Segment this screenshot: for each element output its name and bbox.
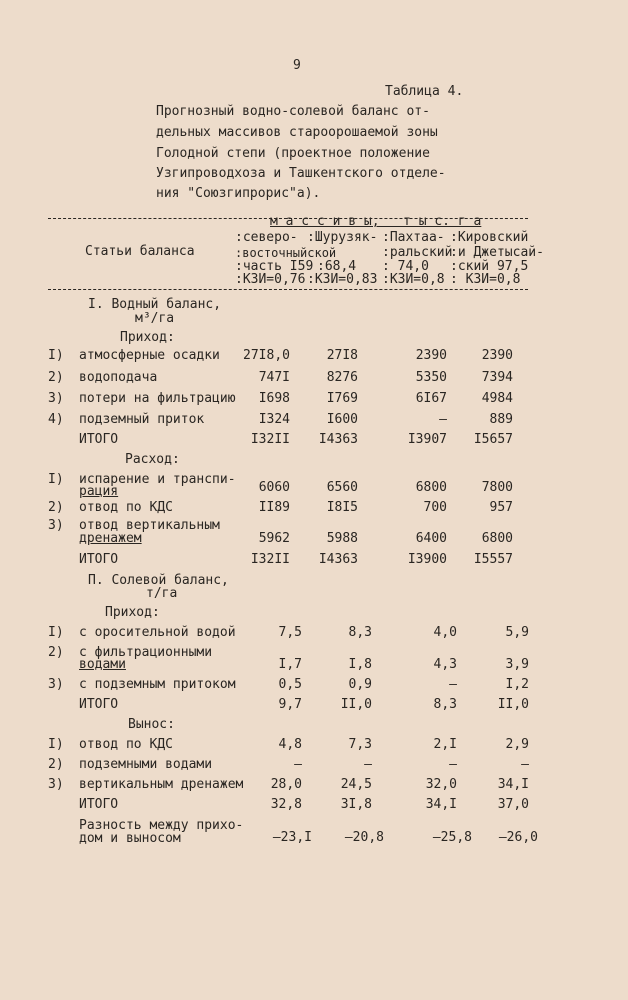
section2-vynos-title: Вынос: [128, 717, 175, 732]
cell-col3: 5350 [415, 370, 447, 385]
row-label: отвод по КДС [79, 500, 173, 515]
cell-col1: –23,I [272, 830, 312, 845]
row-number: 2) [48, 500, 64, 515]
cell-col4: 4984 [481, 391, 513, 406]
row-label: вертикальным дренажем [79, 777, 244, 792]
cell-col4: 5,9 [505, 625, 529, 640]
cell-col1: 0,5 [278, 677, 302, 692]
row-number: 3) [48, 518, 64, 533]
cell-col2: I8I5 [326, 500, 358, 515]
row-label: с оросительной водой [79, 625, 236, 640]
row-label-continuation: водами [79, 657, 126, 672]
row-label: с фильтрационными [79, 645, 213, 660]
cell-col2: 24,5 [340, 777, 372, 792]
cell-col2: –20,8 [344, 830, 384, 845]
row-label: подземный приток [79, 412, 205, 427]
section1-unit: м³/га [135, 311, 175, 326]
cell-col1: I32II [250, 552, 290, 567]
cell-col4: 37,0 [497, 797, 529, 812]
cell-col1: – [294, 757, 302, 772]
cell-col2: I,8 [348, 657, 372, 672]
section1-rashod-title: Расход: [125, 452, 180, 467]
row-number: I) [48, 472, 64, 487]
cell-col3: 6800 [415, 480, 447, 495]
cell-col1: 32,8 [270, 797, 302, 812]
cell-col4: 2390 [481, 348, 513, 363]
cell-col4: II,0 [497, 697, 529, 712]
cell-col2: I4363 [318, 432, 358, 447]
caption-line: ния "Союзгипрорис"а). [156, 186, 321, 201]
cell-col1: 27I8,0 [243, 348, 290, 363]
cell-col2: 3I,8 [340, 797, 372, 812]
row-number: I) [48, 625, 64, 640]
cell-col3: – [449, 677, 457, 692]
row-label: ИТОГО [79, 552, 119, 567]
header-row-label: Статьи баланса [85, 244, 195, 259]
cell-col3: 32,0 [425, 777, 457, 792]
header-col4-line: :ский 97,5 [450, 259, 529, 274]
cell-col2: 8276 [326, 370, 358, 385]
header-col4-line: :Кировский [450, 230, 529, 245]
cell-col1: 5962 [258, 531, 290, 546]
cell-col3: I3900 [407, 552, 447, 567]
header-col2-line: :КЗИ=0,83 [307, 272, 378, 287]
cell-col2: I600 [326, 412, 358, 427]
section1-prihod-title: Приход: [120, 330, 175, 345]
cell-col3: 4,3 [433, 657, 457, 672]
cell-col4: I5557 [473, 552, 513, 567]
row-number: I) [48, 737, 64, 752]
cell-col1: 747I [258, 370, 290, 385]
cell-col1: 4,8 [278, 737, 302, 752]
caption-line: Голодной степи (проектное положение [156, 146, 430, 161]
cell-col4: I5657 [473, 432, 513, 447]
row-number: 2) [48, 757, 64, 772]
caption-line: дельных массивов староорошаемой зоны [156, 125, 438, 140]
row-label: ИТОГО [79, 797, 119, 812]
header-col3-line: :Пахтаа- [382, 230, 445, 245]
header-col4-line: :и Джетысай- [450, 245, 544, 260]
cell-col3: I3907 [407, 432, 447, 447]
row-label: ИТОГО [79, 432, 119, 447]
header-bottom-rule [48, 289, 528, 290]
row-label: отвод вертикальным [79, 518, 220, 533]
cell-col3: 8,3 [433, 697, 457, 712]
cell-col4: 7800 [481, 480, 513, 495]
header-col3-line: :ральский [382, 245, 453, 260]
row-label: потери на фильтрацию [79, 391, 236, 406]
cell-col1: II89 [258, 500, 290, 515]
header-col1-line: :часть I59 [235, 259, 314, 274]
row-label: подземными водами [79, 757, 213, 772]
cell-col1: 6060 [258, 480, 290, 495]
cell-col2: I4363 [318, 552, 358, 567]
header-col2-line: :Шурузяк- [307, 230, 378, 245]
page-number: 9 [293, 58, 301, 73]
caption-line: Прогнозный водно-солевой баланс от- [156, 104, 430, 119]
cell-col1: 28,0 [270, 777, 302, 792]
cell-col4: 2,9 [505, 737, 529, 752]
cell-col3: 2390 [415, 348, 447, 363]
table-label: Таблица 4. [385, 84, 464, 99]
cell-col3: 34,I [425, 797, 457, 812]
cell-col2: 8,3 [348, 625, 372, 640]
row-number: 3) [48, 677, 64, 692]
cell-col3: 4,0 [433, 625, 457, 640]
cell-col4: –26,0 [498, 830, 538, 845]
row-label-continuation: дом и выносом [79, 831, 181, 846]
section1-title: I. Водный баланс, [88, 297, 222, 312]
cell-col1: 7,5 [278, 625, 302, 640]
cell-col2: I769 [326, 391, 358, 406]
row-label: атмосферные осадки [79, 348, 220, 363]
row-number: 2) [48, 370, 64, 385]
cell-col3: 6400 [415, 531, 447, 546]
cell-col4: – [521, 757, 529, 772]
row-label: Разность между прихо- [79, 818, 244, 833]
cell-col3: – [439, 412, 447, 427]
cell-col1: I,7 [278, 657, 302, 672]
header-group-title: м а с с и в ы, т ы с. г а [270, 214, 482, 229]
header-col3-line: : 74,0 [382, 259, 429, 274]
row-label: водоподача [79, 370, 158, 385]
section2-title: П. Солевой баланс, [88, 573, 229, 588]
cell-col1: 9,7 [278, 697, 302, 712]
cell-col2: 5988 [326, 531, 358, 546]
cell-col4: 889 [489, 412, 513, 427]
row-label-continuation: дренажем [79, 531, 142, 546]
cell-col1: I324 [258, 412, 290, 427]
cell-col3: 2,I [433, 737, 457, 752]
row-number: 2) [48, 645, 64, 660]
caption-line: Узгипроводхоза и Ташкентского отделе- [156, 166, 446, 181]
row-label: ИТОГО [79, 697, 119, 712]
header-col4-line: : КЗИ=0,8 [450, 272, 521, 287]
cell-col2: II,0 [340, 697, 372, 712]
cell-col4: I,2 [505, 677, 529, 692]
row-label: испарение и транспи- [79, 472, 236, 487]
row-label-continuation: рация [79, 484, 119, 499]
cell-col4: 957 [489, 500, 513, 515]
cell-col4: 34,I [497, 777, 529, 792]
cell-col3: 6I67 [415, 391, 447, 406]
cell-col4: 3,9 [505, 657, 529, 672]
section2-prihod-title: Приход: [105, 605, 160, 620]
cell-col3: –25,8 [432, 830, 472, 845]
cell-col4: 6800 [481, 531, 513, 546]
cell-col2: 7,3 [348, 737, 372, 752]
cell-col4: 7394 [481, 370, 513, 385]
cell-col3: 700 [423, 500, 447, 515]
cell-col1: I698 [258, 391, 290, 406]
cell-col3: – [449, 757, 457, 772]
cell-col2: 27I8 [326, 348, 358, 363]
cell-col2: – [364, 757, 372, 772]
cell-col1: I32II [250, 432, 290, 447]
header-col2-line: :68,4 [317, 259, 357, 274]
section2-unit: т/га [146, 586, 178, 601]
row-number: I) [48, 348, 64, 363]
header-col1-line: :КЗИ=0,76 [235, 272, 306, 287]
cell-col2: 6560 [326, 480, 358, 495]
row-number: 3) [48, 391, 64, 406]
header-col1-line: :восточныйской [235, 246, 337, 260]
cell-col2: 0,9 [348, 677, 372, 692]
row-label: отвод по КДС [79, 737, 173, 752]
row-number: 3) [48, 777, 64, 792]
row-label: с подземным притоком [79, 677, 236, 692]
header-col3-line: :КЗИ=0,8 [382, 272, 445, 287]
header-col1-line: :северо- [235, 230, 298, 245]
row-number: 4) [48, 412, 64, 427]
